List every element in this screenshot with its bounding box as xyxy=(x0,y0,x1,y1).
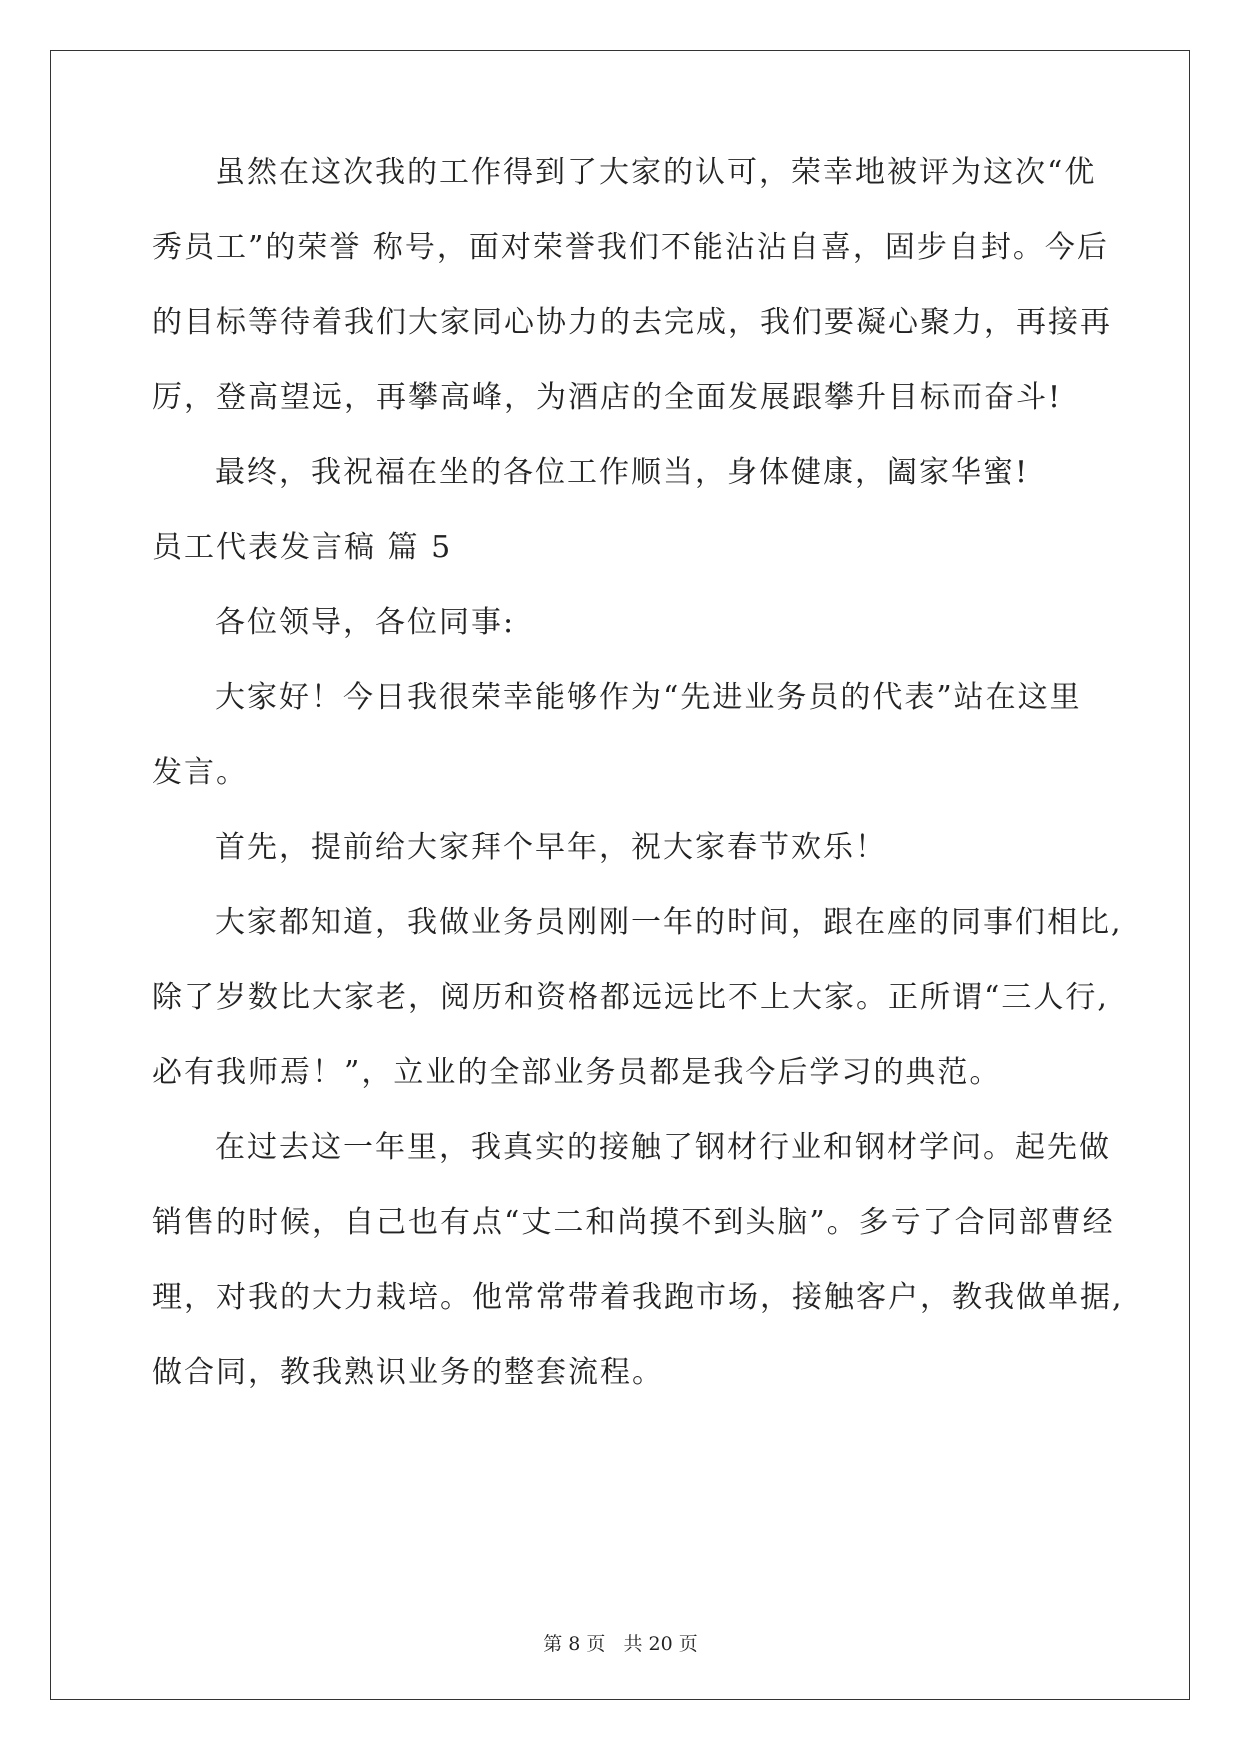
paragraph-line: 厉，登高望远，再攀高峰，为酒店的全面发展跟攀升目标而奋斗! xyxy=(152,380,1063,415)
page-number: 第 8 页 xyxy=(543,1633,606,1655)
paragraph-line: 必有我师焉！”，立业的全部业务员都是我今后学习的典范。 xyxy=(152,1055,1002,1090)
paragraph-line: 在过去这一年里，我真实的接触了钢材行业和钢材学问。起先做 xyxy=(215,1130,1111,1165)
paragraph-line: 发言。 xyxy=(152,755,248,790)
paragraph-line: 虽然在这次我的工作得到了大家的认可，荣幸地被评为这次“优 xyxy=(215,155,1097,190)
paragraph-line: 做合同，教我熟识业务的整套流程。 xyxy=(152,1355,664,1390)
salutation: 各位领导，各位同事: xyxy=(215,605,516,640)
page-footer xyxy=(0,1629,1241,1656)
paragraph-line: 大家都知道，我做业务员刚刚一年的时间，跟在座的同事们相比, xyxy=(215,905,1123,940)
paragraph-line: 秀员工”的荣誉 称号，面对荣誉我们不能沾沾自喜，固步自封。今后 xyxy=(152,230,1109,265)
page-total: 共 20 页 xyxy=(623,1633,698,1655)
paragraph-line: 销售的时候，自己也有点“丈二和尚摸不到头脑”。多亏了合同部曹经 xyxy=(152,1205,1115,1240)
paragraph-line: 大家好！今日我很荣幸能够作为“先进业务员的代表”站在这里 xyxy=(215,680,1082,715)
paragraph-line: 理，对我的大力栽培。他常常带着我跑市场，接触客户，教我做单据, xyxy=(152,1280,1124,1315)
page-border xyxy=(50,50,1190,1700)
paragraph-line: 首先，提前给大家拜个早年，祝大家春节欢乐！ xyxy=(215,830,887,865)
paragraph-line: 除了岁数比大家老，阅历和资格都远远比不上大家。正所谓“三人行, xyxy=(152,980,1109,1015)
section-heading: 员工代表发言稿 篇 5 xyxy=(152,530,453,565)
paragraph-line: 的目标等待着我们大家同心协力的去完成，我们要凝心聚力，再接再 xyxy=(152,305,1112,340)
paragraph-line: 最终，我祝福在坐的各位工作顺当，身体健康，阖家华蜜! xyxy=(215,455,1030,490)
